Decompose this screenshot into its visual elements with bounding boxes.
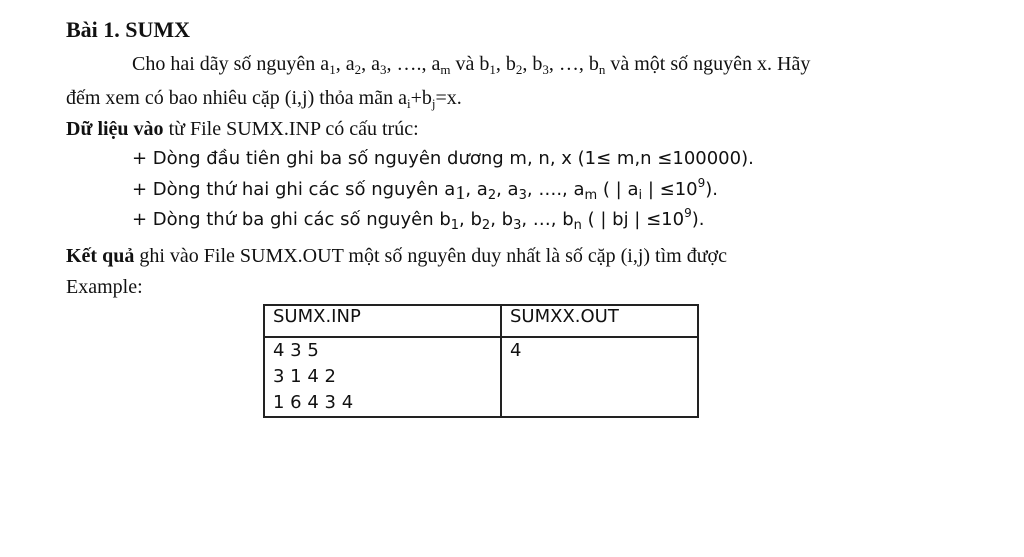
example-table bbox=[263, 304, 699, 418]
problem-title: Bài 1. SUMX bbox=[66, 17, 191, 42]
input-bullet-2: + Dòng thứ hai ghi các số nguyên $a_1$, $a_2$, $a_3$, …., $a_m$ ( | $a_i$ | $\le 10^9$). bbox=[132, 176, 718, 204]
table-header-output: SUMXX.OUT bbox=[501, 305, 698, 337]
example-label: Example: bbox=[66, 276, 143, 298]
input-bullet-1: + Dòng đầu tiên ghi ba số nguyên dương m, n, x (1≤ m,n ≤100000). bbox=[132, 148, 754, 169]
output-line-1: 4 bbox=[510, 340, 522, 361]
input-label: Dữ liệu vào bbox=[66, 118, 164, 140]
output-label: Kết quả bbox=[66, 245, 135, 267]
table-row bbox=[264, 337, 698, 417]
input-bullet-3: + Dòng thứ ba ghi các số nguyên $b_1$, $b_2$, $b_3$, …, $b_n$ ( | bj | $\le 10^9$). bbox=[132, 206, 705, 233]
output-cell bbox=[501, 337, 698, 417]
table-header-row bbox=[264, 305, 698, 337]
output-description: Kết quả ghi vào File SUMX.OUT một số nguyên duy nhất là số cặp (i,j) tìm được bbox=[66, 245, 727, 267]
input-line-2: 3 1 4 2 bbox=[273, 366, 336, 387]
input-line-3: 1 6 4 3 4 bbox=[273, 392, 354, 413]
problem-statement-line-2: đếm xem có bao nhiêu cặp (i,j) thỏa mãn $a_i+b_j=x$. bbox=[66, 87, 462, 111]
input-line-1: 4 3 5 bbox=[273, 340, 319, 361]
input-description: Dữ liệu vào từ File SUMX.INP có cấu trúc: bbox=[66, 118, 419, 140]
table-header-input: SUMX.INP bbox=[264, 305, 501, 337]
input-cell bbox=[264, 337, 501, 417]
problem-statement-line-1: Cho hai dãy số nguyên $a_1$, $a_2$, $a_3$, …., $a_m$ và $b_1$, $b_2$, $b_3$, …, $b_n$ và một số nguyên x. Hãy bbox=[132, 53, 811, 77]
